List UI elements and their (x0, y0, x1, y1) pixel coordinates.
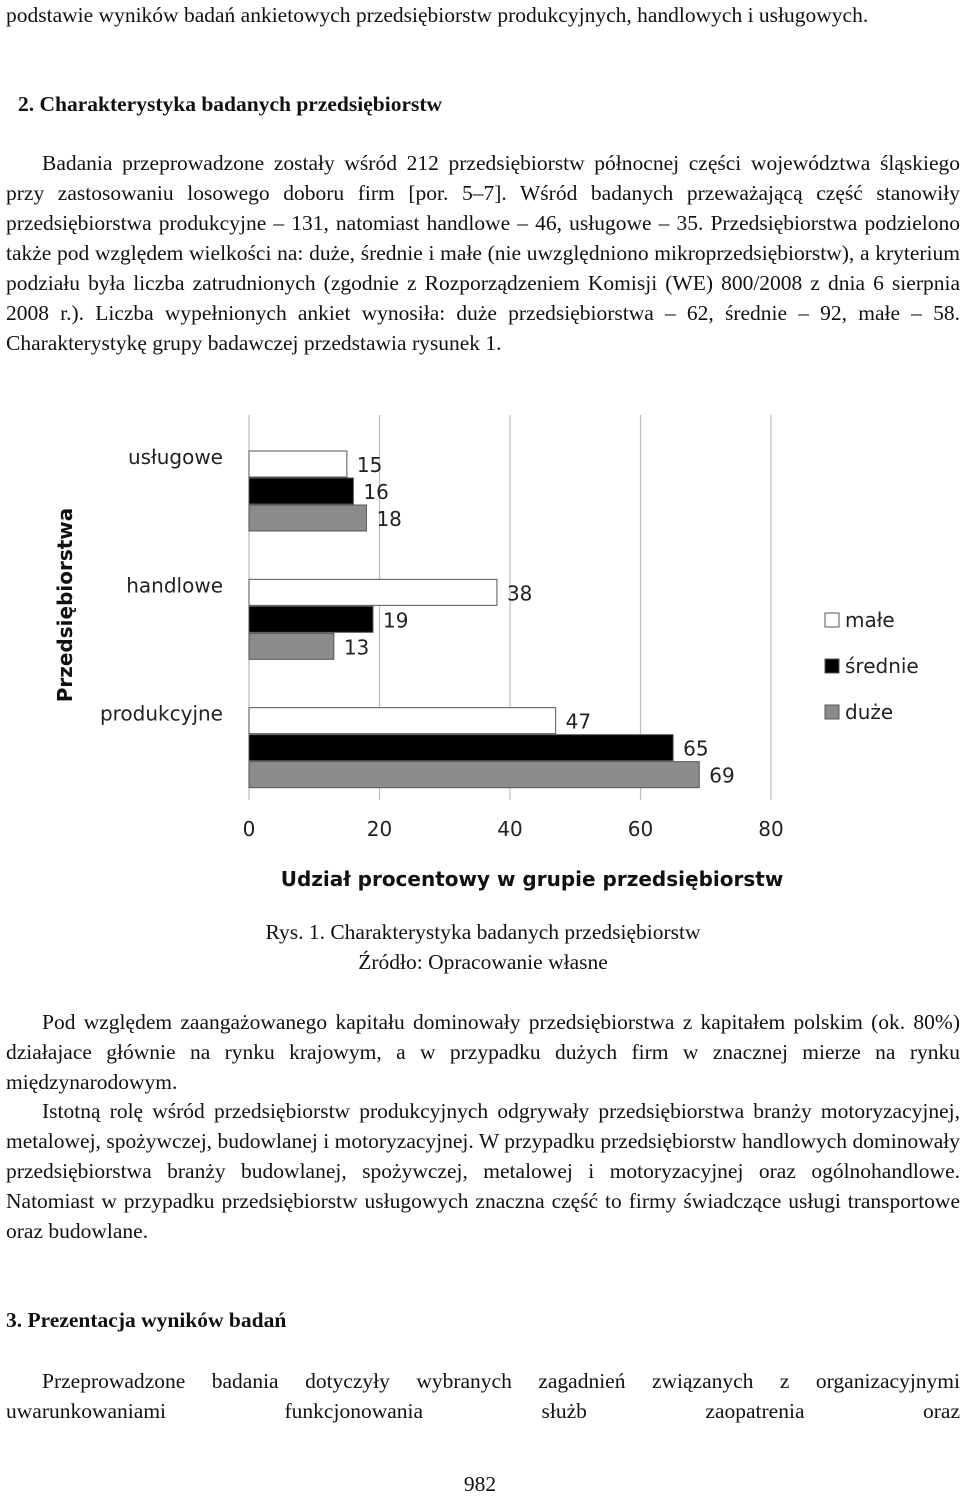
section-3-heading: 3. Prezentacja wyników badań (6, 1308, 287, 1332)
legend-label: małe (845, 608, 895, 632)
paragraph-study: Badania przeprowadzone zostały wśród 212 przedsiębiorstw północnej części województwa śląskiego przy zastosowaniu losowego doboru firm [por. 5–7]. Wśród badanych przeważającą część stanowiły przedsiębiorstwa produkcyjne – 131, natomiast handlowe – 46, usługowe – 35. Przedsiębiorstwa podzielono także pod względem wielkości na: duże, średnie i małe (nie uwzględniono mikroprzedsiębiorstw), a kryterium podziału była liczba zatrudnionych (zgodnie z Rozporządzeniem Komisji (WE) 800/2008 z dnia 6 sierpnia 2008 r.). Liczba wypełnionych ankiet wynosiła: duże przedsiębiorstwa – 62, średnie – 92, małe – 58. Charakterystykę grupy badawczej przedstawia rysunek 1. (6, 151, 960, 355)
bar-data-label: 13 (343, 635, 370, 660)
x-tick-label: 20 (366, 817, 393, 841)
bar-data-label: 47 (565, 709, 592, 734)
paragraph-top: podstawie wyników badań ankietowych przedsiębiorstw produkcyjnych, handlowych i usługowych. (6, 3, 869, 27)
bar-chart (30, 405, 960, 905)
bar-data-label: 65 (683, 736, 709, 761)
bar-data-label: 38 (506, 581, 533, 606)
bar-data-label: 18 (376, 507, 402, 531)
section-2-heading: 2. Charakterystyka badanych przedsiębiorstw (18, 92, 443, 116)
legend-swatch (825, 705, 839, 719)
category-label: usługowe (127, 445, 223, 469)
page-number: 982 (463, 1472, 497, 1496)
bar-data-label: 19 (382, 608, 409, 633)
legend-label: duże (845, 700, 894, 724)
x-tick-label: 80 (758, 817, 784, 841)
figure-source: Źródło: Opracowanie własne (358, 950, 608, 974)
legend-swatch (825, 613, 839, 627)
figure-caption: Rys. 1. Charakterystyka badanych przedsiębiorstw (265, 920, 701, 944)
bar-data-label: 15 (356, 453, 383, 477)
paragraph-capital: Pod względem zaangażowanego kapitału dominowały przedsiębiorstwa z kapitałem polskim (ok. 80%) działajace głównie na rynku krajowym, a w przypadku dużych firm w znacznej mierze na rynku międzynarodowym. (6, 1010, 960, 1094)
category-label: handlowe (126, 573, 223, 598)
x-tick-label: 40 (497, 817, 523, 841)
bar (249, 606, 373, 632)
bar (249, 579, 497, 605)
paragraph-industries: Istotną rolę wśród przedsiębiorstw produkcyjnych odgrywały przedsiębiorstwa branży motoryzacyjnej, metalowej, spożywczej, budowlanej i motoryzacyjnej. W przypadku przedsiębiorstw handlowych dominowały przedsiębiorstwa branży budowlanej, spożywczej, metalowej i motoryzacyjnej oraz ogólnohandlowe. Natomiast w przypadku przedsiębiorstw usługowych znaczna część to firmy świadczące usługi transportowe oraz budowlane. (6, 1099, 960, 1243)
bar (249, 762, 699, 788)
chart-ylabel: Przedsiębiorstwa (53, 507, 77, 703)
x-tick-label: 0 (242, 817, 256, 841)
bar (249, 633, 334, 659)
legend-label: średnie (845, 654, 919, 678)
category-label: produkcyjne (99, 701, 223, 726)
bar (249, 451, 347, 477)
legend-swatch (825, 659, 839, 673)
bar (249, 708, 556, 734)
paragraph-results: Przeprowadzone badania dotyczyły wybranych zagadnień związanych z organizacyjnymi uwarunkowaniami funkcjonowania służb zaopatrenia oraz (6, 1369, 960, 1423)
x-tick-label: 60 (627, 817, 654, 841)
chart-xlabel: Udział procentowy w grupie przedsiębiorstw (280, 867, 784, 891)
bar (249, 478, 353, 504)
bar-data-label: 16 (363, 480, 389, 504)
bar-data-label: 69 (709, 763, 735, 788)
bar (249, 735, 673, 761)
bar (249, 505, 366, 531)
